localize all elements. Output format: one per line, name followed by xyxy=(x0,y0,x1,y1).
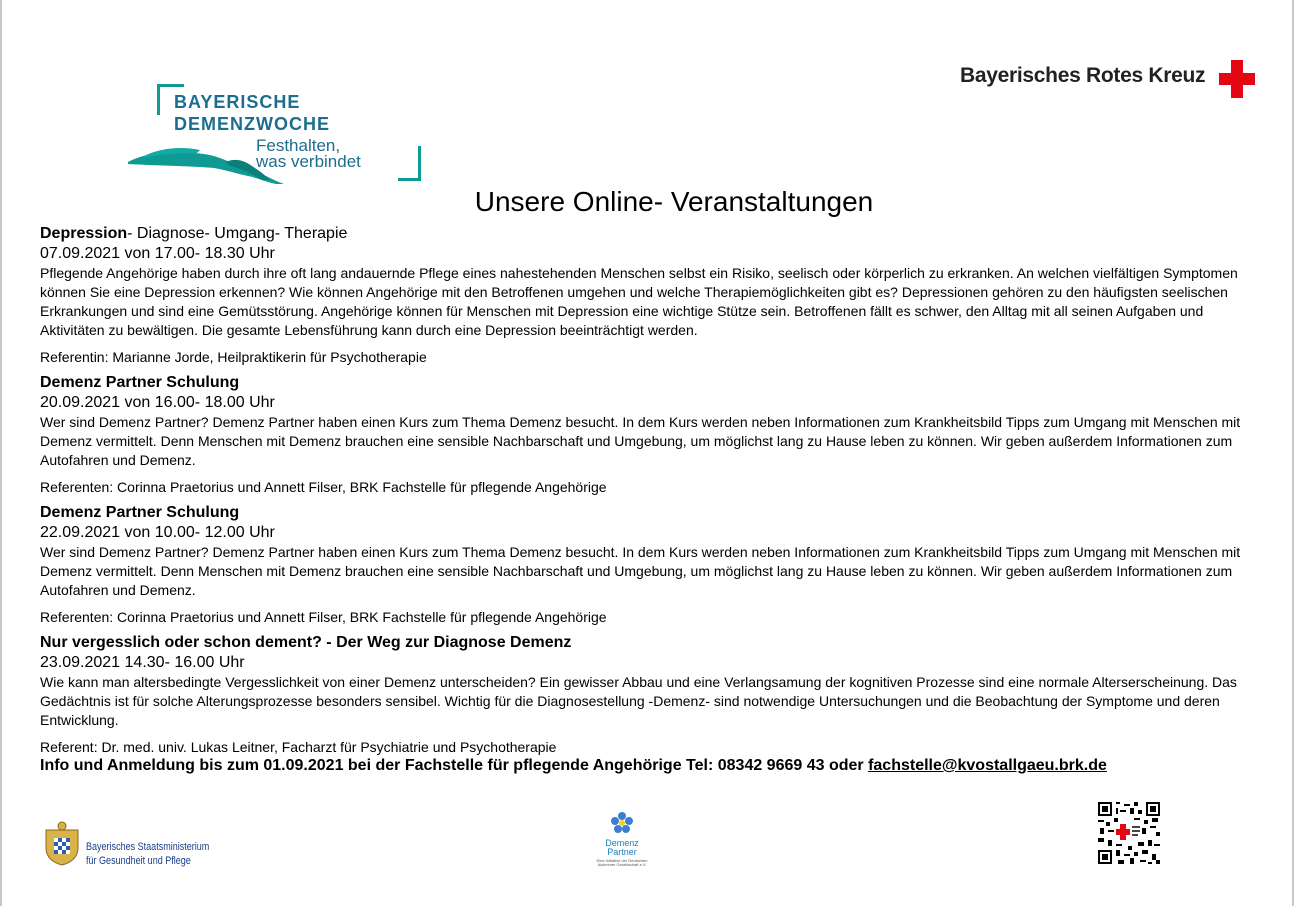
event-date: 20.09.2021 von 16.00- 18.00 Uhr xyxy=(40,394,275,411)
event-title-bold: Demenz Partner Schulung xyxy=(40,504,240,521)
logo-slogan-line2: was verbindet xyxy=(256,152,361,171)
logo-slogan-line1: Festhalten, xyxy=(256,136,341,155)
page-border-left xyxy=(0,0,2,906)
event-referent: Referenten: Corinna Praetorius und Annett Filser, BRK Fachstelle für pflegende Angehörige xyxy=(40,479,607,495)
demenz-partner-small: Eine Initiative der Deutschen Alzheimer Gesellschaft e.V. xyxy=(596,858,648,867)
event-date: 07.09.2021 von 17.00- 18.30 Uhr xyxy=(40,245,275,262)
demenzwoche-logo xyxy=(126,84,426,184)
registration-info-text: Info und Anmeldung bis zum 01.09.2021 bei der Fachstelle für pflegende Angehörige Tel: 08342 9669 43 oder xyxy=(40,757,869,774)
event-list xyxy=(40,224,1254,776)
event-referent: Referentin: Marianne Jorde, Heilpraktikerin für Psychotherapie xyxy=(40,349,427,365)
event-description: Wer sind Demenz Partner? Demenz Partner haben einen Kurs zum Thema Demenz besucht. In dem Kurs werden neben Informationen zum Krankheitsbild Tipps zum Umgang mit Menschen mit Demenz vermittelt. Denn Menschen mit Demenz brauchen eine sensible Nachbarschaft und Umgebung, um möglichst lang zu Hause leben zu können. Wir geben außerdem Informationen zum Autofahren und Demenz. xyxy=(40,414,1241,468)
event-demenz-partner-1 xyxy=(40,373,1254,496)
event-date: 22.09.2021 von 10.00- 12.00 Uhr xyxy=(40,524,275,541)
event-description: Wie kann man altersbedingte Vergesslichkeit von einer Demenz unterscheiden? Ein gewisser Abbau und eine Verlangsamung der kognitiven Prozesse sind eine normale Alterserscheinung. Das Gedächtnis ist für solche Alterungsprozesse besonders sensibel. Wichtig für die Diagnosestellung -Demenz- sind notwendige Untersuchungen und die Beobachtung der Symptome und deren Entwicklung. xyxy=(40,674,1237,728)
event-diagnose-demenz xyxy=(40,633,1254,756)
red-cross-icon xyxy=(1219,60,1255,98)
logo-title-line2: DEMENZWOCHE xyxy=(174,114,330,134)
demenz-partner-logo xyxy=(594,812,650,867)
event-referent: Referent: Dr. med. univ. Lukas Leitner, Facharzt für Psychiatrie und Psychotherapie xyxy=(40,739,557,755)
qr-code[interactable] xyxy=(1096,800,1162,866)
event-title xyxy=(40,373,1254,392)
event-date: 23.09.2021 14.30- 16.00 Uhr xyxy=(40,654,245,671)
event-title-bold: Depression xyxy=(40,225,128,242)
bavarian-coat-of-arms-icon xyxy=(40,820,84,866)
event-title-bold: Demenz Partner Schulung xyxy=(40,374,240,391)
registration-info xyxy=(40,756,1254,776)
demenz-partner-line1: Demenz xyxy=(605,838,639,848)
event-depression xyxy=(40,224,1254,366)
event-title xyxy=(40,633,1254,652)
email-link[interactable]: fachstelle@kvostallgaeu.brk.de xyxy=(868,757,1107,774)
logo-title-line1: BAYERISCHE xyxy=(174,92,301,112)
event-description: Pflegende Angehörige haben durch ihre oft lang andauernde Pflege eines nahestehenden Menschen selbst ein Risiko, seelisch oder körperlich zu erkranken. An welchen vielfältigen Symptomen können Sie eine Depression erkennen? Wie können Angehörige mit den Betroffenen umgehen und welche Therapiemöglichkeiten gibt es? Depressionen gehören zu den häufigsten seelischen Erkrankungen und sind eine Gemütsstörung. Angehörige können für Menschen mit Depression eine wichtige Stütze sein. Betroffenen fällt es schwer, den Alltag mit all seinen Aufgaben und Aktivitäten zu bewältigen. Die gesamte Lebensführung kann durch eine Depression beeinträchtigt werden. xyxy=(40,265,1238,338)
logo-bracket-bottom-right xyxy=(398,146,421,181)
page-title: Unsere Online- Veranstaltungen xyxy=(474,186,874,217)
ministry-line1: Bayerisches Staatsministerium xyxy=(86,841,210,853)
event-referent: Referenten: Corinna Praetorius und Annett Filser, BRK Fachstelle für pflegende Angehörige xyxy=(40,609,607,625)
brk-logo-text: Bayerisches Rotes Kreuz xyxy=(960,64,1206,87)
event-title xyxy=(40,224,1254,243)
ministry-line2: für Gesundheit und Pflege xyxy=(86,855,191,867)
ministry-logo-text xyxy=(86,840,209,868)
event-demenz-partner-2 xyxy=(40,503,1254,626)
demenz-partner-line2: Partner xyxy=(607,847,637,857)
event-description: Wer sind Demenz Partner? Demenz Partner haben einen Kurs zum Thema Demenz besucht. In dem Kurs werden neben Informationen zum Krankheitsbild Tipps zum Umgang mit Menschen mit Demenz vermittelt. Denn Menschen mit Demenz brauchen eine sensible Nachbarschaft und Umgebung, um möglichst lang zu Hause leben zu können. Wir geben außerdem Informationen zum Autofahren und Demenz. xyxy=(40,544,1241,598)
event-title-rest: - Diagnose- Umgang- Therapie xyxy=(127,225,348,242)
forget-me-not-icon xyxy=(610,812,634,834)
event-title xyxy=(40,503,1254,522)
holding-hands-icon xyxy=(126,136,286,184)
event-title-bold: Nur vergesslich oder schon dement? - Der Weg zur Diagnose Demenz xyxy=(40,634,572,651)
